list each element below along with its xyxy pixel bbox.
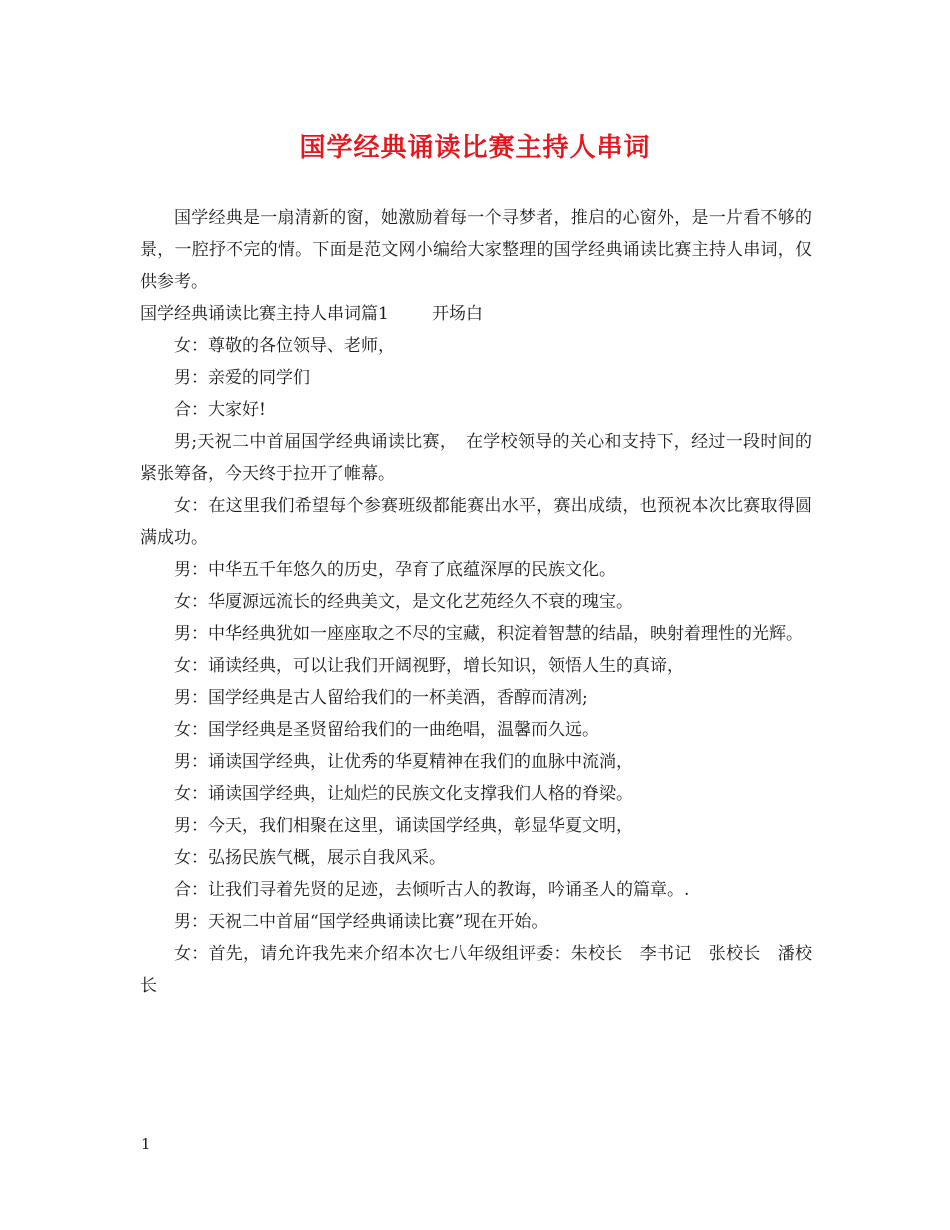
dialogue-line: 男：中华经典犹如一座座取之不尽的宝藏，积淀着智慧的结晶，映射着理性的光辉。 bbox=[174, 624, 803, 644]
dialogue-line: 男;天祝二中首届国学经典诵读比赛， 在学校领导的关心和支持下，经过一段时间的紧张筹备，今天终于拉开了帷幕。 bbox=[140, 432, 812, 484]
dialogue-line: 女：华厦源远流长的经典美文，是文化艺苑经久不衰的瑰宝。 bbox=[174, 592, 633, 612]
dialogue-line: 合：让我们寻着先贤的足迹，去倾听古人的教诲，吟诵圣人的篇章。. bbox=[174, 880, 690, 900]
dialogue-line: 女：在这里我们希望每个参赛班级都能赛出水平，赛出成绩，也预祝本次比赛取得圆满成功。 bbox=[140, 496, 812, 548]
dialogue-line: 男：亲爱的同学们 bbox=[174, 368, 310, 388]
document-body bbox=[140, 202, 812, 1002]
section-heading: 国学经典诵读比赛主持人串词篇1 bbox=[140, 304, 389, 324]
dialogue-line: 女：诵读国学经典，让灿烂的民族文化支撑我们人格的脊梁。 bbox=[174, 784, 633, 804]
dialogue-line: 女：弘扬民族气概，展示自我风采。 bbox=[174, 848, 446, 868]
dialogue-line: 男：中华五千年悠久的历史，孕育了底蕴深厚的民族文化。 bbox=[174, 560, 616, 580]
dialogue-line: 女：诵读经典，可以让我们开阔视野，增长知识，领悟人生的真谛， bbox=[174, 656, 684, 676]
dialogue-line: 男：今天，我们相聚在这里，诵读国学经典，彰显华夏文明， bbox=[174, 816, 633, 836]
dialogue-line: 合：大家好! bbox=[174, 400, 266, 420]
dialogue-line: 男：天祝二中首届“国学经典诵读比赛”现在开始。 bbox=[174, 912, 549, 932]
dialogue-line: 女：国学经典是圣贤留给我们的一曲绝唱，温馨而久远。 bbox=[174, 720, 599, 740]
intro-paragraph: 国学经典是一扇清新的窗，她激励着每一个寻梦者，推启的心窗外，是一片看不够的景，一腔抒不完的情。下面是范文网小编给大家整理的国学经典诵读比赛主持人串词，仅供参考。 bbox=[140, 208, 812, 292]
page-number: 1 bbox=[141, 1135, 151, 1153]
dialogue-line: 女：首先，请允许我先来介绍本次七八年级组评委：朱校长 李书记 张校长 潘校长 bbox=[140, 944, 812, 996]
dialogue-line: 女：尊敬的各位领导、老师， bbox=[174, 336, 395, 356]
dialogue-line: 男：国学经典是古人留给我们的一杯美酒，香醇而清冽; bbox=[174, 688, 588, 708]
section-heading-line bbox=[140, 298, 812, 330]
dialogue-line: 男：诵读国学经典，让优秀的华夏精神在我们的血脉中流淌， bbox=[174, 752, 633, 772]
document-title: 国学经典诵读比赛主持人串词 bbox=[299, 133, 651, 163]
section-subheading: 开场白 bbox=[432, 304, 484, 324]
